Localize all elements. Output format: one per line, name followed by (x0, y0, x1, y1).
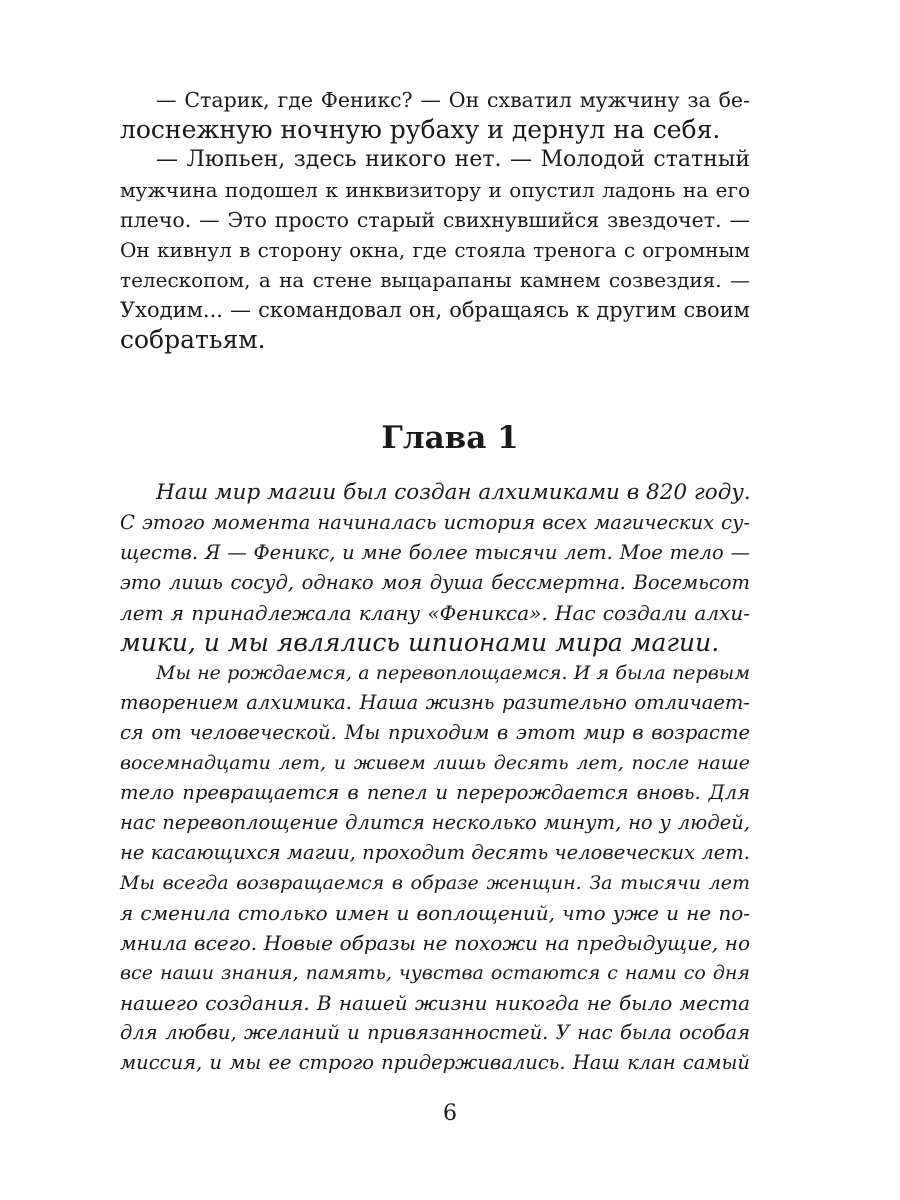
text-line: лоснежную ночную рубаху и дернул на себя. (120, 115, 721, 144)
chapter-title: Глава 1 (381, 420, 519, 456)
text-line: творением алхимика. Наша жизнь разительно отличает- (120, 691, 750, 714)
text-line: плечо. — Это просто старый свихнувшийся звездочет. — (120, 208, 750, 232)
text-line: Уходим... — скомандовал он, обращаясь к другим своим (120, 298, 750, 322)
text-line: С этого момента начиналась история всех магических су- (120, 511, 750, 534)
text-line: для любви, желаний и привязанностей. У нас была особая (120, 1021, 750, 1044)
text-line: Мы всегда возвращаемся в образе женщин. За тысячи лет (120, 872, 750, 894)
text-line: нас перевоплощение длится несколько минут, но у людей, (120, 811, 750, 834)
text-line: миссия, и мы ее строго придерживались. Наш клан самый (120, 1051, 750, 1074)
text-line: все наши знания, память, чувства остаются с нами со дня (120, 962, 750, 984)
text-line: мики, и мы являлись шпионами мира магии. (120, 628, 720, 657)
text-line: я сменила столько имен и воплощений, что уже и не по- (120, 901, 750, 925)
text-line: тело превращается в пепел и перерождается вновь. Для (120, 781, 750, 804)
page-number: 6 (443, 1101, 457, 1126)
text-line: Мы не рождаемся, а перевоплощаемся. И я была первым (156, 662, 750, 684)
text-line: мужчина подошел к инквизитору и опустил ладонь на его (120, 178, 750, 202)
text-line: — Люпьен, здесь никого нет. — Молодой статный (156, 147, 750, 172)
text-line: — Старик, где Феникс? — Он схватил мужчину за бе- (156, 88, 750, 112)
text-line: ся от человеческой. Мы приходим в этот мир в возрасте (120, 721, 750, 744)
text-line: не касающихся магии, проходит десять человеческих лет. (120, 841, 750, 864)
text-line: мнила всего. Новые образы не похожи на предыдущие, но (120, 931, 750, 955)
text-line: телескопом, а на стене выцарапаны камнем созвездия. — (120, 268, 750, 292)
text-line: Он кивнул в сторону окна, где стояла тренога с огромным (120, 238, 750, 262)
text-line: лет я принадлежала клану «Феникса». Нас создали алхи- (120, 601, 750, 625)
text-line: собратьям. (120, 325, 266, 354)
text-line: восемнадцати лет, и живем лишь десять лет, после наше (120, 752, 750, 774)
text-line: Наш мир магии был создан алхимиками в 820 году. (156, 480, 751, 505)
text-line: это лишь сосуд, однако моя душа бессмертна. Восемьсот (120, 571, 750, 594)
text-line: нашего создания. В нашей жизни никогда не было места (120, 991, 750, 1015)
text-line: ществ. Я — Феникс, и мне более тысячи лет. Мое тело — (120, 541, 750, 564)
